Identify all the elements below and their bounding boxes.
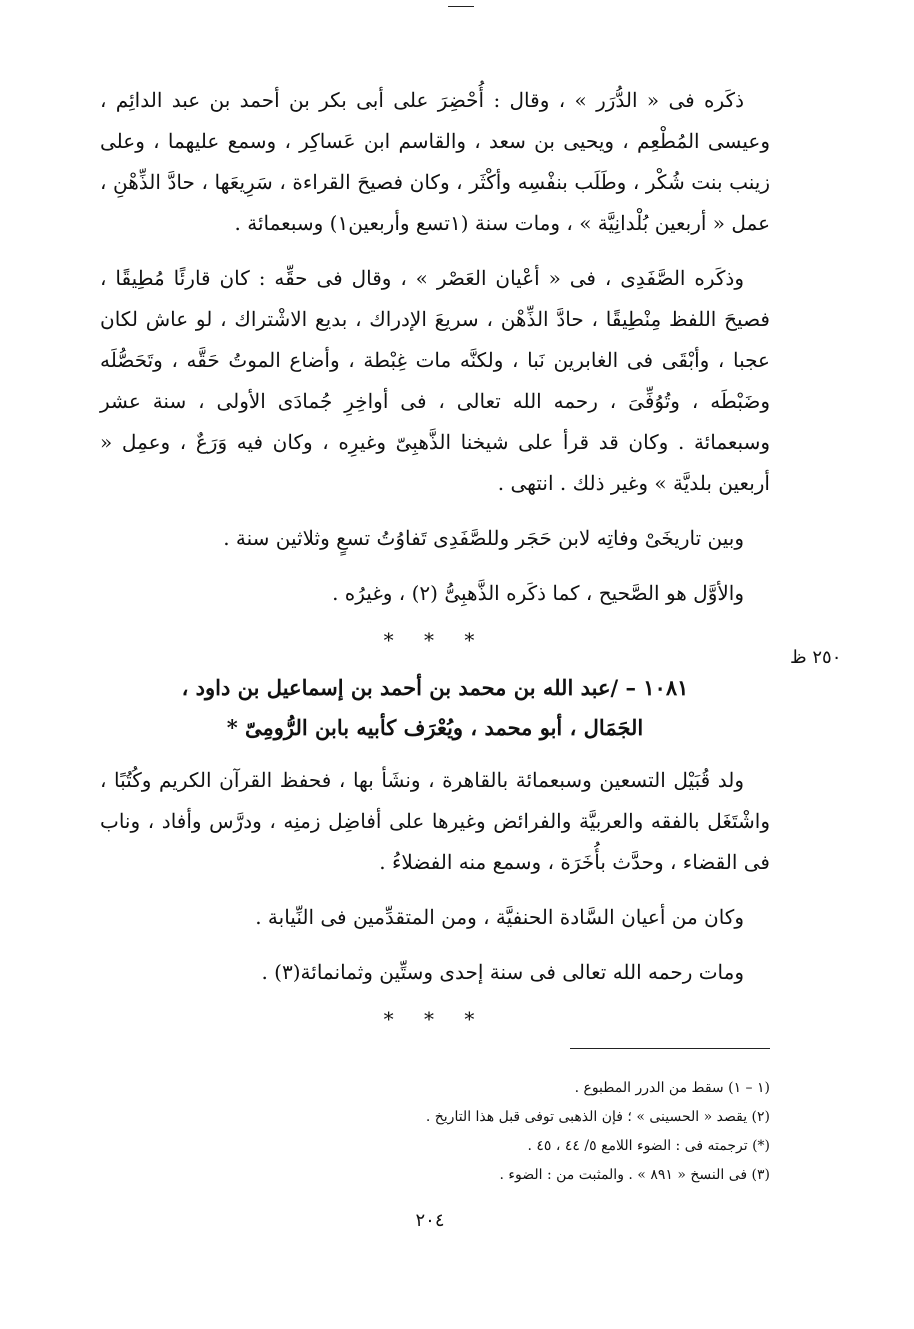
footnote: (١ – ١) سقط من الدرر المطبوع . bbox=[574, 1080, 770, 1096]
entry-heading bbox=[100, 668, 770, 748]
page-body bbox=[100, 80, 770, 1047]
entry-heading-line-2: الجَمَال ، أبو محمد ، ويُعْرَف كأبيه بابن الرُّومِىّ * bbox=[226, 715, 644, 740]
paragraph-birth: ولد قُبَيْل التسعين وسبعمائة بالقاهرة ، ونشَأ بها ، فحفظ القرآن الكريم وكُتُبًا ، واشْتَغَل بالفقه والعربيَّة والفرائض وغيرها على أفاضِل زمنِه ، ودرَّس وأفاد ، وناب فى القضاء ، وحدَّث بأُخَرَة ، وسمع منه الفضلاءُ . bbox=[100, 768, 770, 874]
footnote: (*) ترجمته فى : الضوء اللامع ٥/ ٤٤ ، ٤٥ . bbox=[527, 1138, 770, 1154]
paragraph-difference: وبين تاريخَىْ وفاتِه لابن حَجَر وللصَّفَدِى تَفاوُتُ تسعٍ وثلاثين سنة . bbox=[223, 526, 744, 550]
entry-heading-line-1: ١٠٨١ – /عبد الله بن محمد بن أحمد بن إسماعيل بن داود ، bbox=[181, 675, 689, 700]
section-separator: * * * bbox=[383, 1007, 487, 1031]
top-rule-mark bbox=[448, 6, 474, 7]
footnote: (٢) يقصد « الحسينى » ؛ فإن الذهبى توفى قبل هذا التاريخ . bbox=[425, 1109, 770, 1125]
footnote-rule bbox=[570, 1048, 770, 1049]
paragraph-notable: وكان من أعيان السَّادة الحنفيَّة ، ومن المتقدِّمين فى النِّيابة . bbox=[255, 905, 744, 929]
paragraph-correct: والأوَّل هو الصَّحيح ، كما ذكَره الذَّهبِىُّ (٢) ، وغيرُه . bbox=[332, 581, 744, 605]
paragraph-death: ومات رحمه الله تعالى فى سنة إحدى وستِّين وثمانمائة(٣) . bbox=[261, 960, 744, 984]
paragraph-safadi: وذكَره الصَّفَدِى ، فى « أعْيان العَصْر » ، وقال فى حقِّه : كان قارئًا مُطِيقًا ، فصيحَ اللفظ مِنْطِيقًا ، حادَّ الذِّهْن ، سريعَ الإدراك ، بديع الاشْتراك ، لو عاش لكان عجبا ، وأبْقَى فى الغابرين نَبا ، ولكنَّه مات غِبْطة ، وأضاع الموتُ حَقَّه ، وتَحَصُّلَه وضَبْطَه ، وتُوُفِّىَ ، رحمه الله تعالى ، فى أواخِرِ جُمادَى الأولى ، سنة عشر وسبعمائة . وكان قد قرأ على شيخنا الذَّهبِىّ وغيرِه ، وكان فيه وَرَعٌ ، وعمِل « أربعين بلديَّة » وغير ذلك . انتهى . bbox=[100, 266, 770, 495]
footnote: (٣) فى النسخ « ٨٩١ » . والمثبت من : الضوء . bbox=[499, 1167, 770, 1183]
margin-folio-note: ٢٥٠ ظ bbox=[790, 647, 842, 668]
paragraph-durar: ذكَره فى « الدُّرَر » ، وقال : أُحْضِرَ على أبى بكر بن أحمد بن عبد الدائِم ، وعيسى المُطْعِم ، ويحيى بن سعد ، والقاسم ابن عَساكِر ، وسمع عليهما ، وعلى زينب بنت شُكْر ، وطَلَب بنفْسِه وأكْثَر ، وكان فصيحَ القراءة ، سَرِيعَها ، حادَّ الذِّهْنِ ، عمل « أربعين بُلْدانِيَّة » ، ومات سنة (١تسع وأربعين١) وسبعمائة . bbox=[100, 88, 770, 235]
page-number: ٢٠٤ bbox=[415, 1210, 445, 1231]
footnotes bbox=[300, 1074, 770, 1190]
section-separator: * * * bbox=[383, 628, 487, 652]
